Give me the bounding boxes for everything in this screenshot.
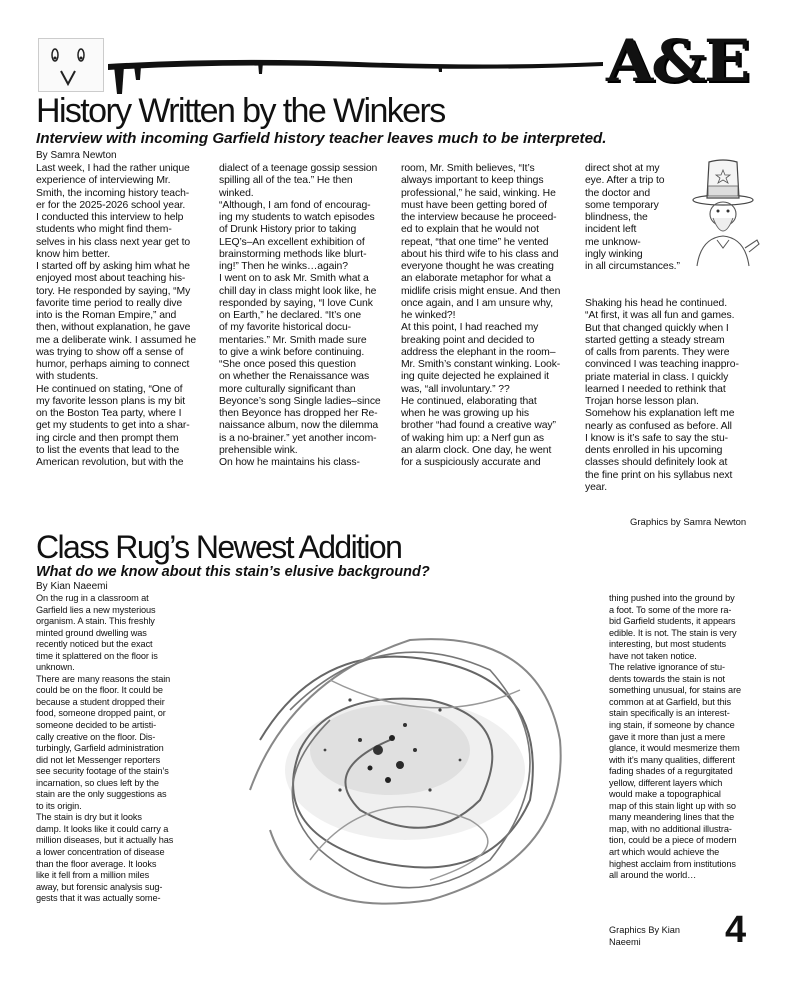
story2-deck: What do we know about this stain’s elusive background? <box>36 564 430 580</box>
uncle-sam-icon <box>683 156 763 268</box>
story1-credit: Graphics by Samra Newton <box>630 517 747 528</box>
story2-headline: Class Rug’s Newest Addition <box>36 529 402 565</box>
section-logo <box>606 26 756 102</box>
story1-deck: Interview with incoming Garfield history teacher leaves much to be interpreted. <box>36 130 607 147</box>
story2-byline: By Kian Naeemi <box>36 581 108 592</box>
story1-column-2: dialect of a teenage gossip session spilling all of the tea.” He then winked. “Although, I am fond of encourag- ing my students to watch episodes of Drunk History prior to taking LEQ’s–An excellent exhibition of brainstorming methods like blurt- ing!” Then he winks…again? I went on to ask Mr. Smith what a chill day in class might look like, he responded by saying, “I love Cunk on Earth,” he declared. “It’s one of my favorite historical docu- mentaries.” Mr. Smith made sure to give a wink before continuing. “She once posed this question on whether the Renaissance was more culturally significant than Beyonce’s song Single ladies–since then Beyonce has dropped her Re- naissance album, now the dilemma is a no-brainer.” yet another incom- prehensible wink. On how he maintains his class- <box>219 163 381 468</box>
paint-drip-rule <box>108 54 608 96</box>
story1-headline: History Written by the Winkers <box>36 92 445 130</box>
page-number: 4 <box>725 909 747 951</box>
stain-scribble-icon <box>230 600 590 930</box>
story2-column-2: thing pushed into the ground by a foot. To some of the more ra- bid Garfield students, it appears edible. It is not. The stain is very interesting, but most students have not taken notice. The relative ignorance of stu- dents towards the stain is not something unusual, for stains are common at at Garfield, but this stain specifically is an interest- ing stain, if someone by chance gave it more than just a mere glance, it would mesmerize them with it’s many qualities, different fading shades of a regurgitated yellow, different layers which would make a topographical map of this stain light up with so many meandering lines that the map, with no additional illustra- tion, could be a piece of modern art which would achieve the highest acclaim from institutions all around the world… <box>609 593 742 881</box>
section-logo-text: A&E <box>606 27 749 95</box>
story2-column-1: On the rug in a classroom at Garfield lies a new mysterious organism. A stain. This freshly minted ground dwelling was recently noticed but the exact time it splattered on the floor is unknown. There are many reasons the stain could be on the floor. It could be because a student dropped their food, someone dropped paint, or someone decided to be artisti- cally creative on the floor. Dis- turbingly, Garfield administration did not let Messenger reporters see security footage of the stain’s incarnation, so clues left by the stain are the only suggestions as to its origin. The stain is dry but it looks damp. It looks like it could carry a million diseases, but it actually has a lower concentration of disease than the floor average. It looks like it fell from a million miles away, but forensic analysis sug- gests that it was actually some- <box>36 593 174 904</box>
story1-column-4b: Shaking his head he continued. “At first, it was all fun and games. But that changed quickly when I started getting a steady stream of calls from parents. They were convinced I was teaching inappro- priate material in class. I quickly learned I needed to rethink that Trojan horse lesson plan. Somehow his explanation left me nearly as confused as before. All I know is it’s safe to say the stu- dents enrolled in his upcoming classes should definitely look at the fine print on his syllabus next year. <box>585 298 739 493</box>
story1-column-1: Last week, I had the rather unique experience of interviewing Mr. Smith, the incoming history teach- er for the 2025-2026 school year. I conducted this interview to help students who might find them- selves in his class next year get to know him better. I started off by asking him what he enjoyed most about teaching his- tory. He responded by saying, “My favorite time period to really dive into is the Roman Empire,” and then, without explanation, he gave me a deliberate wink. I assumed he was trying to show off a sense of humor, perhaps aiming to connect with students. He continued on stating, “One of my favorite lesson plans is my bit on the Boston Tea party, where I get my students to get into a shar- ing circle and then prompt them to list the events that lead to the American revolution, but with the <box>36 163 197 468</box>
face-doodle-icon <box>38 38 104 92</box>
story1-byline: By Samra Newton <box>36 150 117 161</box>
story1-column-3: room, Mr. Smith believes, “It’s always important to keep things professional,” he said, winking. He must have been getting bored of the interview because he proceed- ed to explain that he would not repeat, “that one time” he vented about his third wife to his class and everyone thought he was creating an elaborate metaphor for what a midlife crisis might ensue. And then once again, and I am unsure why, he winked?! At this point, I had reached my breaking point and decided to address the elephant in the room– Mr. Smith’s constant winking. Look- ing quite dejected he explained it was, “all involuntary.” ?? He continued, elaborating that when he was growing up his brother “had found a creative way” of waking him up: a Nerf gun as an alarm clock. One day, he went for a suspiciously accurate and <box>401 163 561 468</box>
story2-credit: Graphics By Kian Naeemi <box>609 925 680 947</box>
story1-column-4a: direct shot at my eye. After a trip to the doctor and some temporary blindness, the incident left me unknow- ingly winking in all circumstances.” <box>585 163 680 272</box>
